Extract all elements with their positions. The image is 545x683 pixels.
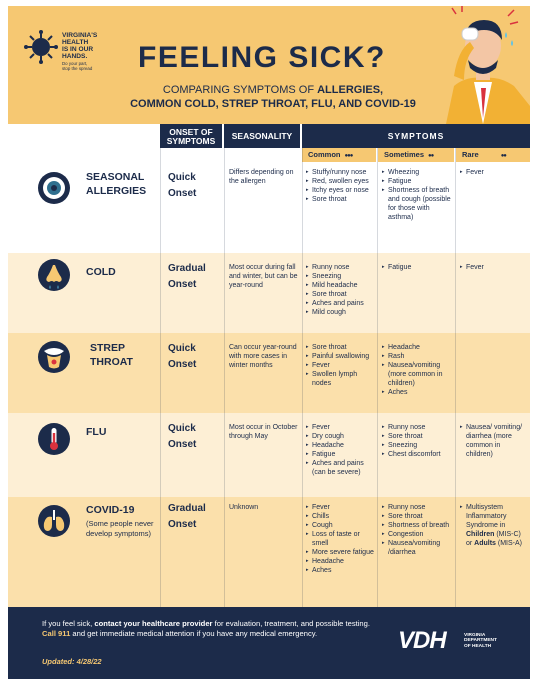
sometimes-list: [382, 263, 452, 272]
col-seasonality: SEASONALITY: [224, 124, 300, 148]
virus-icon: [24, 30, 58, 64]
list-item: ▸ Chest discomfort: [382, 450, 452, 459]
list-item: ▸ Congestion: [382, 530, 452, 539]
list-item: ▸ Stuffy/runny nose: [306, 168, 374, 177]
list-item: ▸ Chills: [306, 512, 374, 521]
list-item: ▸ Painful swallowing: [306, 352, 374, 361]
list-item: ▸ Wheezing: [382, 168, 452, 177]
symptom-table: [8, 124, 530, 607]
list-item: ▸ Nausea/ vomiting/ diarrhea (more common in children): [460, 423, 526, 459]
list-item: ▸ Dry cough: [306, 432, 374, 441]
thermometer-icon: [38, 423, 70, 455]
list-item: ▸ Cough: [306, 521, 374, 530]
column-divider: [302, 124, 303, 607]
seasonality-value: Can occur year-round with more cases in winter months: [229, 344, 297, 369]
lungs-icon: [38, 505, 70, 537]
drops-icon: ●●: [428, 153, 434, 159]
onset-value: Quick Onset: [168, 423, 197, 450]
list-item: ▸ Mild headache: [306, 281, 374, 290]
subcol-common: Common ●●●: [302, 148, 376, 162]
list-item: ▸ Aches and pains: [306, 299, 374, 308]
col-onset: ONSET OF SYMPTOMS: [160, 124, 222, 148]
drops-icon: ●●●: [344, 153, 353, 159]
column-divider: [224, 124, 225, 607]
list-item: ▸ Fever: [460, 263, 526, 272]
list-item: ▸ Aches: [306, 566, 374, 575]
sometimes-list: [382, 503, 452, 557]
drops-icon: ●●: [500, 153, 506, 159]
rare-list: [460, 168, 526, 177]
list-item: ▸ Runny nose: [382, 423, 452, 432]
updated-date: Updated: 4/28/22: [42, 657, 102, 666]
condition-name: SEASONAL ALLERGIES: [86, 171, 147, 197]
list-item: ▸ Headache: [306, 441, 374, 450]
throat-icon: [38, 341, 70, 373]
list-item: ▸ Aches and pains (can be severe): [306, 459, 374, 477]
column-divider: [160, 124, 161, 607]
common-list: [306, 343, 374, 388]
list-item: ▸ Runny nose: [306, 263, 374, 272]
column-divider: [455, 148, 456, 607]
list-item: ▸ Runny nose: [382, 503, 452, 512]
condition-name: COLD: [86, 266, 116, 278]
common-list: [306, 423, 374, 477]
subcol-rare: Rare ●●: [456, 148, 530, 162]
common-list: [306, 263, 374, 317]
list-item: ▸ Itchy eyes or nose: [306, 186, 374, 195]
seasonality-value: Most occur in October through May: [229, 424, 298, 440]
list-item: ▸ Sore throat: [306, 343, 374, 352]
table-row: [8, 497, 530, 607]
list-item: ▸ Swollen lymph nodes: [306, 370, 374, 388]
list-item: ▸ Sneezing: [382, 441, 452, 450]
vdh-logo: VDH VIRGINIA DEPARTMENT OF HEALTH: [398, 627, 497, 654]
list-item: ▸ Shortness of breath: [382, 521, 452, 530]
list-item: ▸ Sore throat: [306, 290, 374, 299]
eye-icon: [38, 172, 70, 204]
list-item: ▸ Sneezing: [306, 272, 374, 281]
rare-list: [460, 503, 526, 548]
table-row: [8, 413, 530, 497]
list-item: ▸ More severe fatigue: [306, 548, 374, 557]
list-item: ▸ Fatigue: [382, 263, 452, 272]
common-list: [306, 168, 374, 204]
common-list: [306, 503, 374, 575]
page-subtitle: COMPARING SYMPTOMS OF ALLERGIES, COMMON COLD, STREP THROAT, FLU, AND COVID-19: [130, 84, 416, 110]
list-item: ▸ Loss of taste or smell: [306, 530, 374, 548]
sometimes-list: [382, 343, 452, 397]
logo-text: VIRGINIA'S HEALTH IS IN OUR HANDS.: [62, 32, 98, 60]
table-row: [8, 162, 530, 253]
seasonality-value: Unknown: [229, 504, 259, 511]
subcol-sometimes: Sometimes ●●: [378, 148, 454, 162]
list-item: ▸ Sore throat: [306, 195, 374, 204]
list-item: ▸ Nausea/vomiting (more common in children): [382, 361, 452, 388]
nose-icon: [38, 259, 70, 291]
footer-message: If you feel sick, contact your healthcare provider for evaluation, treatment, and possible testing. Call 911 and get immediate medical attention if you have any medical emergency.: [42, 619, 370, 638]
list-item: ▸ Fatigue: [382, 177, 452, 186]
column-divider: [377, 148, 378, 607]
table-row: [8, 333, 530, 413]
list-item: ▸ Multisystem Inflammatory Syndrome in Children (MIS-C) or Adults (MIS-A): [460, 503, 526, 548]
onset-value: Quick Onset: [168, 172, 197, 199]
list-item: ▸ Rash: [382, 352, 452, 361]
rare-list: [460, 423, 526, 459]
condition-note: (Some people never develop symptoms): [86, 519, 154, 538]
condition-name: STREP THROAT: [90, 342, 133, 368]
list-item: ▸ Fever: [460, 168, 526, 177]
list-item: ▸ Headache: [382, 343, 452, 352]
list-item: ▸ Fever: [306, 423, 374, 432]
list-item: ▸ Fever: [306, 361, 374, 370]
page-title: FEELING SICK?: [138, 41, 386, 74]
col-symptoms: SYMPTOMS: [302, 124, 530, 148]
condition-name: COVID-19 (Some people never develop symptoms): [86, 503, 158, 539]
seasonality-value: Most occur during fall and winter, but can be year-round: [229, 264, 298, 289]
list-item: ▸ Sore throat: [382, 432, 452, 441]
table-header-row: [8, 124, 530, 162]
sometimes-list: [382, 423, 452, 459]
onset-value: Gradual Onset: [168, 263, 206, 290]
list-item: ▸ Headache: [306, 557, 374, 566]
onset-value: Quick Onset: [168, 343, 197, 370]
list-item: ▸ Fatigue: [306, 450, 374, 459]
list-item: ▸ Red, swollen eyes: [306, 177, 374, 186]
list-item: ▸ Fever: [306, 503, 374, 512]
onset-value: Gradual Onset: [168, 503, 206, 530]
footer: [8, 607, 530, 679]
rare-list: [460, 263, 526, 272]
list-item: ▸ Aches: [382, 388, 452, 397]
sick-man-illustration: [436, 6, 530, 124]
condition-name: FLU: [86, 426, 107, 438]
header: [8, 6, 530, 124]
logo-tagline: Do your part, stop the spread: [62, 61, 93, 71]
list-item: ▸ Sore throat: [382, 512, 452, 521]
sometimes-list: [382, 168, 452, 222]
list-item: ▸ Nausea/vomiting /diarrhea: [382, 539, 452, 557]
logo: [24, 28, 114, 74]
list-item: ▸ Mild cough: [306, 308, 374, 317]
seasonality-value: Differs depending on the allergen: [229, 169, 294, 185]
list-item: ▸ Shortness of breath and cough (possible for those with asthma): [382, 186, 452, 222]
table-row: [8, 253, 530, 333]
